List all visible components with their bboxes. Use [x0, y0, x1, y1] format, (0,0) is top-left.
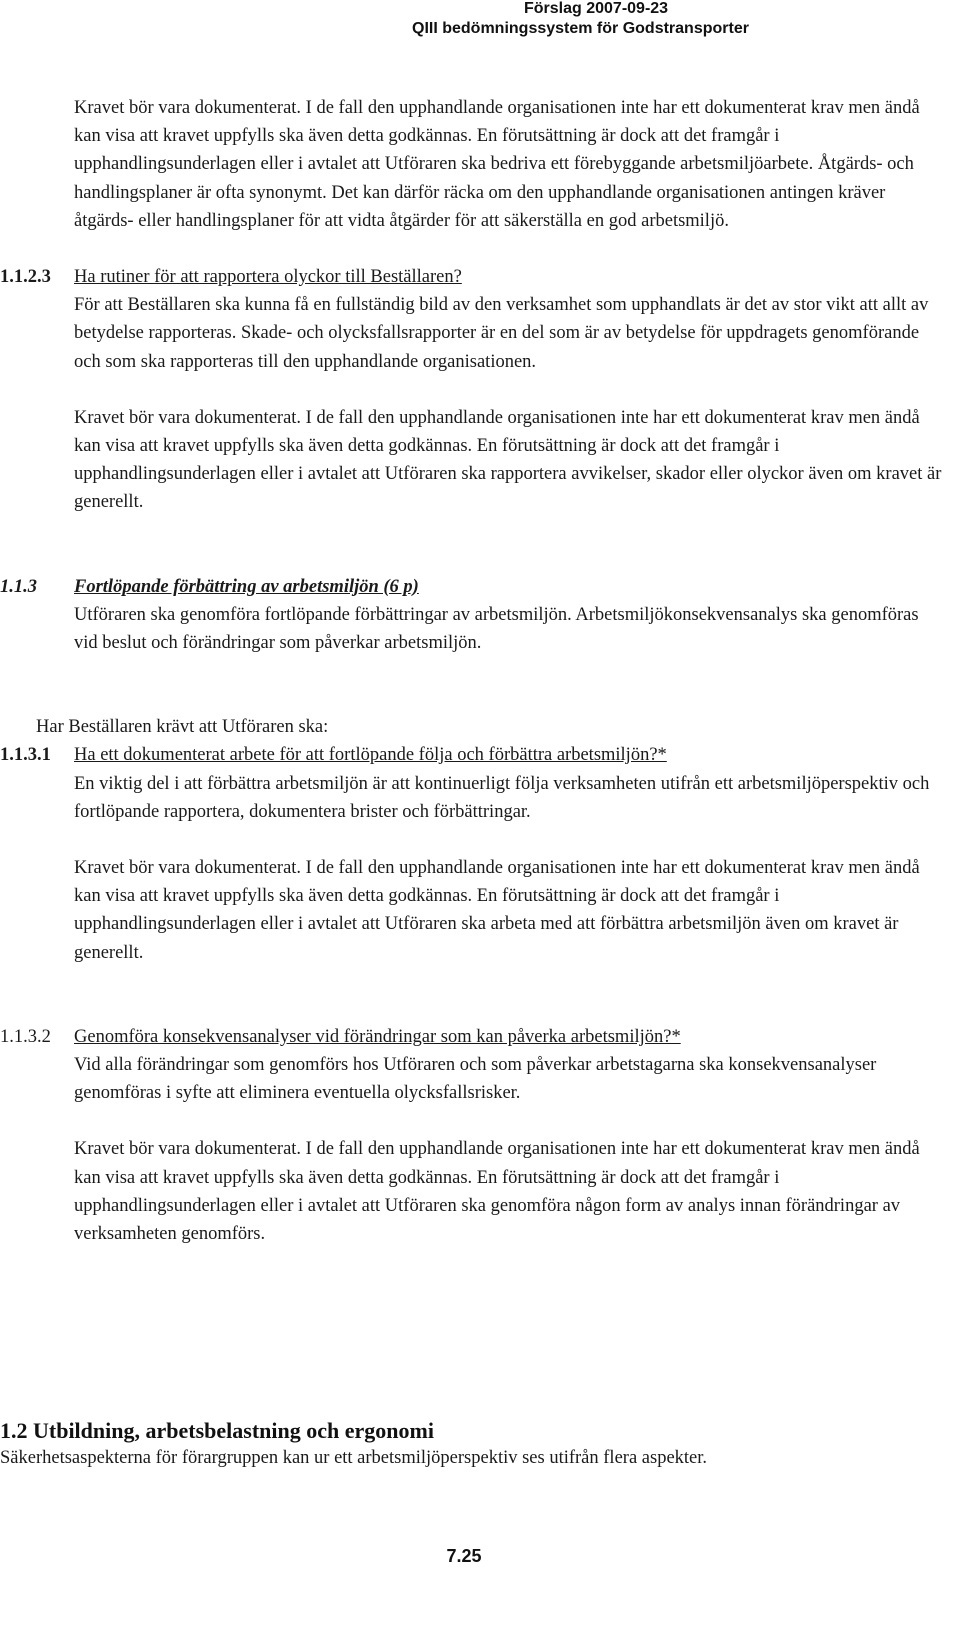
header-date: Förslag 2007-09-23	[524, 0, 669, 17]
section-number: 1.1.3.2	[0, 1026, 51, 1047]
section-number: 1.1.3.1	[0, 745, 51, 766]
paragraph-section-text: En viktig del i att förbättra arbetsmiljön är att kontinuerligt följa verksamheten utifrån ett arbetsmiljöperspektiv och fortlöpande rapportera, dokumentera brister och förbättringar.	[74, 773, 930, 822]
section-heading-1-2: 1.2 Utbildning, arbetsbelastning och ergonomi	[0, 1418, 434, 1443]
document-body	[0, 94, 944, 1248]
page-number: 7.25	[446, 1546, 482, 1566]
lead-question: Har Beställaren krävt att Utföraren ska:	[36, 717, 329, 738]
paragraph-section-text: För att Beställaren ska kunna få en fullständig bild av den verksamhet som upphandlats är det av stor vikt att allt av betydelse rapporteras. Skade- och olycksfallsrapporter är en del som är av betydelse för uppdragets genomförande och som ska rapporteras till den upphandlande organisationen.	[74, 295, 929, 372]
section-1-1-2-3	[0, 263, 944, 291]
paragraph-requirement-4: Kravet bör vara dokumenterat. I de fall den upphandlande organisationen inte har ett dokumenterat krav men ändå kan visa att kravet uppfylls ska även detta godkännas. En förutsättning är dock att det framgår i upphandlingsunderlagen eller i avtalet att Utföraren ska genomföra någon form av analys innan förändringar av verksamheten genomförs.	[74, 1139, 920, 1245]
section-number: 1.1.3	[0, 576, 37, 597]
paragraph-section-text: Utföraren ska genomföra fortlöpande förbättringar av arbetsmiljön. Arbetsmiljökonsekvensanalys ska genomföras vid beslut och förändringar som påverkar arbetsmiljön.	[74, 604, 919, 654]
section-1-1-3	[0, 573, 944, 601]
header-title: QIII bedömningssystem för Godstransporter	[412, 20, 749, 37]
section-1-2-text: Säkerhetsaspekterna för förargruppen kan ur ett arbetsmiljöperspektiv ses utifrån flera aspekter.	[0, 1448, 708, 1468]
paragraph-requirement-2: Kravet bör vara dokumenterat. I de fall den upphandlande organisationen inte har ett dokumenterat krav men ändå kan visa att kravet uppfylls ska även detta godkännas. En förutsättning är dock att det framgår i upphandlingsunderlagen eller i avtalet att Utföraren ska rapportera avvikelser, skador eller olyckor även om kravet är generellt.	[74, 407, 942, 513]
paragraph-requirement-1: Kravet bör vara dokumenterat. I de fall den upphandlande organisationen inte har ett dokumenterat krav men ändå kan visa att kravet uppfylls ska även detta godkännas. En förutsättning är dock att det framgår i upphandlingsunderlagen eller i avtalet att Utföraren ska bedriva ett förebyggande arbetsmiljöarbete. Åtgärds- och handlingsplaner är ofta synonymt. Det kan därför räcka om den upphandlande organisationen antingen kräver åtgärds- eller handlingsplaner för att vidta åtgärder för att säkerställa en god arbetsmiljö.	[74, 98, 920, 231]
section-number: 1.1.2.3	[0, 267, 51, 288]
page-footer	[0, 1546, 960, 1567]
section-title: Fortlöpande förbättring av arbetsmiljön (6 p)	[74, 576, 419, 597]
section-1-1-3-2	[0, 1023, 944, 1051]
paragraph-section-text: Vid alla förändringar som genomförs hos Utföraren och som påverkar arbetstagarna ska konsekvensanalyser genomföras i syfte att eliminera eventuella olycksfallsrisker.	[74, 1055, 877, 1104]
section-title: Genomföra konsekvensanalyser vid förändringar som kan påverka arbetsmiljön?*	[74, 1026, 681, 1047]
section-title: Ha ett dokumenterat arbete för att fortlöpande följa och förbättra arbetsmiljön?*	[74, 745, 667, 766]
section-1-1-3-1	[0, 741, 944, 769]
section-title: Ha rutiner för att rapportera olyckor till Beställaren?	[74, 267, 462, 288]
paragraph-requirement-3: Kravet bör vara dokumenterat. I de fall den upphandlande organisationen inte har ett dokumenterat krav men ändå kan visa att kravet uppfylls ska även detta godkännas. En förutsättning är dock att det framgår i upphandlingsunderlagen eller i avtalet att Utföraren ska arbeta med att förbättra arbetsmiljön även om kravet är generellt.	[74, 858, 920, 963]
